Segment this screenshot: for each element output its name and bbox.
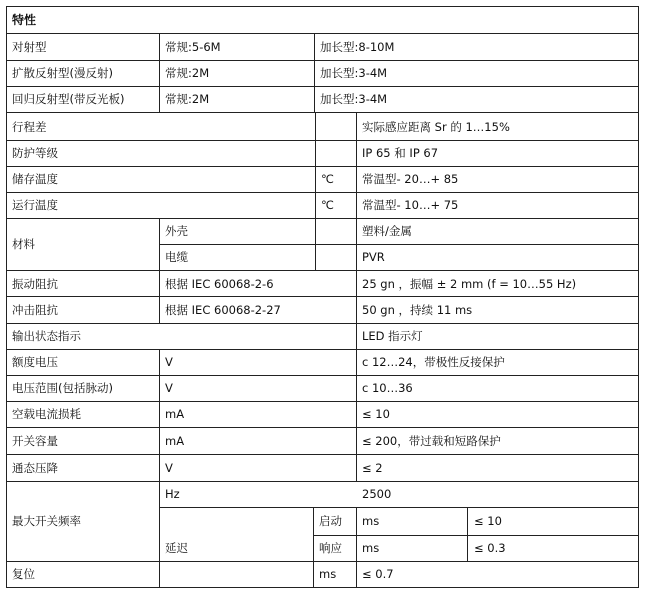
row-label-diffuse: 扩散反射型(漫反射)	[12, 66, 113, 80]
max-frequency-value: 2500	[362, 487, 392, 501]
no-load-current-value: ≤ 10	[362, 407, 390, 421]
rule	[159, 33, 160, 113]
rule	[6, 6, 7, 588]
rule	[315, 218, 316, 270]
delay-start-label: 启动	[319, 514, 342, 528]
row-label-max-frequency: 最大开关频率	[12, 514, 81, 528]
rule	[6, 112, 639, 113]
rule	[6, 587, 639, 588]
rule	[315, 112, 316, 219]
rule	[6, 33, 639, 34]
rule	[6, 6, 639, 7]
rule	[314, 33, 315, 113]
delay-response-unit: ms	[362, 541, 380, 555]
material-cable-label: 电缆	[165, 250, 188, 264]
rule	[467, 507, 468, 562]
retro-extended: 加长型:3-4M	[320, 92, 388, 106]
rule	[638, 6, 639, 588]
delay-label: 延迟	[165, 541, 188, 555]
rule	[6, 60, 639, 61]
storage-temp-value: 常温型- 20…+ 85	[362, 172, 459, 186]
delay-response-value: ≤ 0.3	[474, 541, 506, 555]
voltage-drop-unit: V	[165, 461, 173, 475]
rule	[6, 192, 639, 193]
rule	[6, 401, 639, 402]
voltage-drop-value: ≤ 2	[362, 461, 383, 475]
row-label-voltage-range: 电压范围(包括脉动)	[12, 381, 113, 395]
row-label-reset: 复位	[12, 567, 35, 581]
table-title: 特性	[12, 13, 37, 27]
material-housing-label: 外壳	[165, 224, 188, 238]
row-label-output-indicator: 输出状态指示	[12, 329, 81, 343]
reset-unit: ms	[319, 567, 337, 581]
voltage-range-unit: V	[165, 381, 173, 395]
row-label-no-load-current: 空载电流损耗	[12, 407, 81, 421]
rule	[6, 561, 639, 562]
row-label-shock: 冲击阻抗	[12, 303, 58, 317]
row-label-material: 材料	[12, 237, 35, 251]
rule	[6, 218, 639, 219]
delay-response-label: 响应	[319, 541, 342, 555]
rule	[313, 507, 314, 588]
through-beam-extended: 加长型:8-10M	[320, 40, 395, 54]
rated-voltage-value: c 12…24，带极性反接保护	[362, 355, 505, 369]
retro-standard: 常规:2M	[165, 92, 210, 106]
vibration-value: 25 gn ，振幅 ± 2 mm (f = 10…55 Hz)	[362, 277, 577, 291]
row-label-protection: 防护等级	[12, 146, 58, 160]
rule	[159, 507, 639, 508]
row-label-vibration: 振动阻抗	[12, 277, 58, 291]
switching-capacity-value: ≤ 200，带过载和短路保护	[362, 434, 501, 448]
rule	[6, 454, 639, 455]
rule	[6, 296, 639, 297]
operating-temp-unit: ℃	[321, 198, 334, 212]
row-label-storage-temp: 储存温度	[12, 172, 58, 186]
rule	[6, 375, 639, 376]
row-label-retro: 回归反射型(带反光板)	[12, 92, 125, 106]
row-label-voltage-drop: 通态压降	[12, 461, 58, 475]
rule	[159, 218, 160, 323]
rule	[356, 112, 357, 482]
row-label-through-beam: 对射型	[12, 40, 47, 54]
rule	[356, 507, 357, 588]
through-beam-standard: 常规:5-6M	[165, 40, 221, 54]
voltage-range-value: c 10…36	[362, 381, 413, 395]
rule	[6, 86, 639, 87]
vibration-standard: 根据 IEC 60068-2-6	[165, 277, 274, 291]
switching-capacity-unit: mA	[165, 434, 185, 448]
reset-value: ≤ 0.7	[362, 567, 394, 581]
output-indicator-value: LED 指示灯	[362, 329, 423, 343]
rule	[6, 166, 639, 167]
diffuse-extended: 加长型:3-4M	[320, 66, 388, 80]
max-frequency-unit: Hz	[165, 487, 180, 501]
material-housing-value: 塑料/金属	[362, 224, 412, 238]
material-cable-value: PVR	[362, 250, 385, 264]
row-label-operating-temp: 运行温度	[12, 198, 58, 212]
operating-temp-value: 常温型- 10…+ 75	[362, 198, 459, 212]
rule	[6, 323, 639, 324]
delay-start-unit: ms	[362, 514, 380, 528]
hysteresis-value: 实际感应距离 Sr 的 1…15%	[362, 120, 510, 134]
row-label-hysteresis: 行程差	[12, 120, 47, 134]
shock-standard: 根据 IEC 60068-2-27	[165, 303, 281, 317]
shock-value: 50 gn ，持续 11 ms	[362, 303, 473, 317]
delay-start-value: ≤ 10	[474, 514, 502, 528]
row-label-rated-voltage: 额度电压	[12, 355, 58, 369]
rule	[6, 349, 639, 350]
rule	[159, 349, 160, 588]
protection-value: IP 65 和 IP 67	[362, 146, 439, 160]
rule	[159, 244, 639, 245]
diffuse-standard: 常规:2M	[165, 66, 210, 80]
row-label-switching-capacity: 开关容量	[12, 434, 58, 448]
no-load-current-unit: mA	[165, 407, 185, 421]
rule	[313, 535, 639, 536]
storage-temp-unit: ℃	[321, 172, 334, 186]
rule	[6, 427, 639, 428]
rule	[6, 140, 639, 141]
rated-voltage-unit: V	[165, 355, 173, 369]
rule	[6, 270, 639, 271]
rule	[6, 481, 639, 482]
